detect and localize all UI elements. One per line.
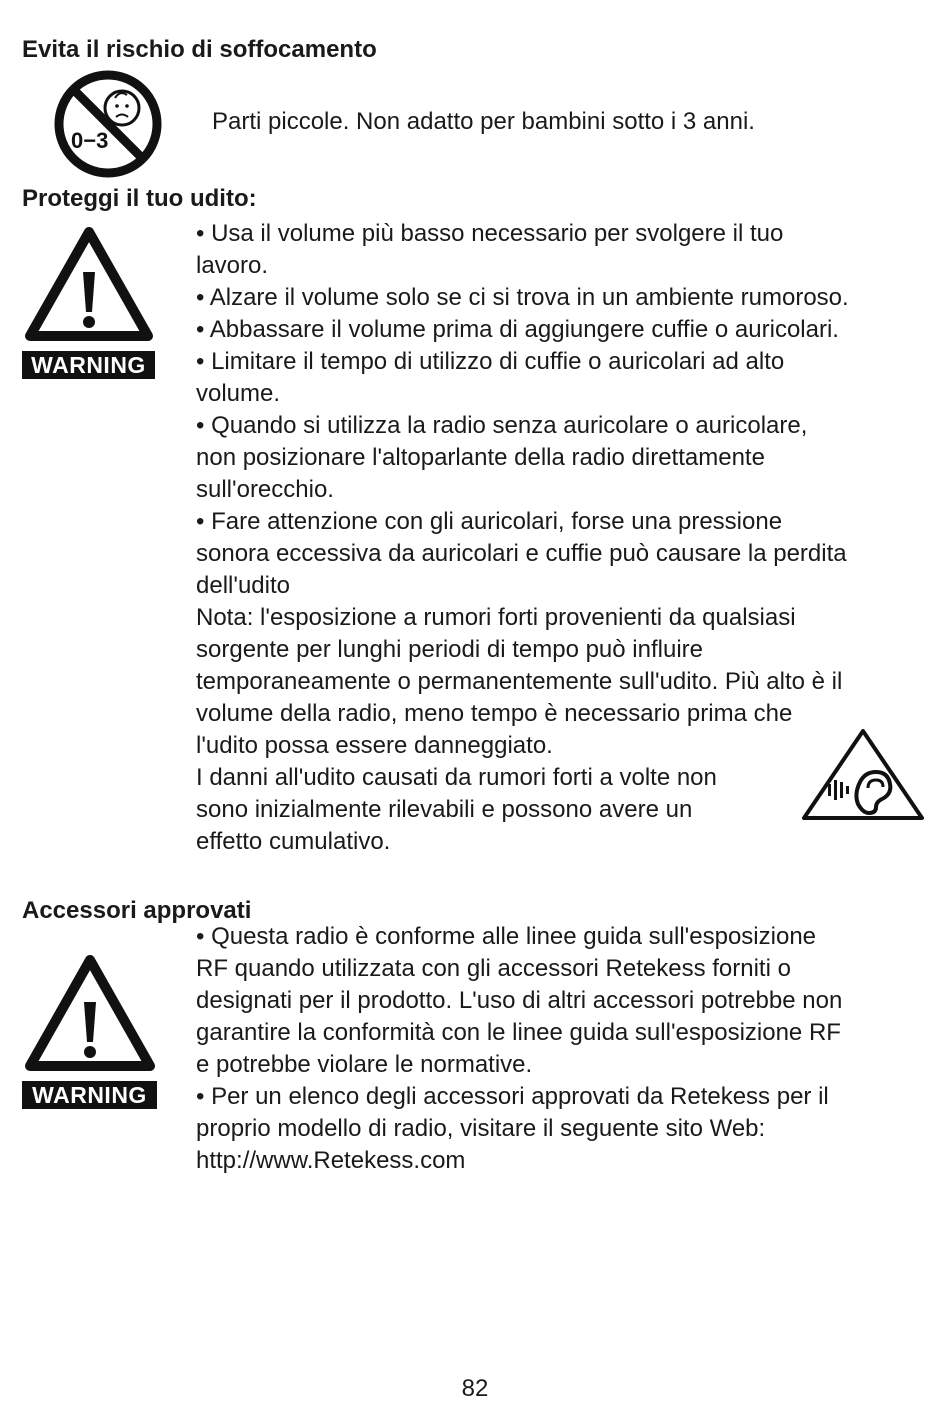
text-line: • Limitare il tempo di utilizzo di cuffie o auricolari ad alto (196, 348, 785, 375)
accessories-text (196, 921, 931, 1177)
page-number: 82 (461, 1375, 489, 1402)
text-line: sull'orecchio. (196, 476, 334, 503)
text-line: • Per un elenco degli accessori approvati da Retekess per il (196, 1083, 829, 1110)
text-line: e potrebbe violare le normative. (196, 1051, 533, 1078)
text-line: • Fare attenzione con gli auricolari, forse una pressione (196, 508, 783, 535)
text-line: designati per il prodotto. L'uso di altri accessori potrebbe non (196, 987, 843, 1014)
hearing-damage-icon (798, 726, 928, 822)
text-line: proprio modello di radio, visitare il seguente sito Web: (196, 1115, 766, 1142)
text-line: sorgente per lunghi periodi di tempo può influire (196, 636, 703, 663)
text-line: http://www.Retekess.com (196, 1147, 466, 1174)
age-label: 0−3 (71, 128, 109, 153)
accessories-heading: Accessori approvati (22, 897, 252, 924)
choking-text: Parti piccole. Non adatto per bambini sotto i 3 anni. (212, 108, 755, 135)
text-line: volume. (196, 380, 281, 407)
text-line: garantire la conformità con le linee guida sull'esposizione RF (196, 1019, 841, 1046)
text-line: • Abbassare il volume prima di aggiungere cuffie o auricolari. (196, 316, 839, 343)
warning-label: WARNING (22, 1081, 157, 1109)
text-line: sonora eccessiva da auricolari e cuffie può causare la perdita (196, 540, 847, 567)
text-line: • Alzare il volume solo se ci si trova in un ambiente rumoroso. (196, 284, 849, 311)
warning-triangle-icon (22, 952, 158, 1074)
no-children-under-3-icon (52, 68, 164, 180)
text-line: dell'udito (196, 572, 290, 599)
text-line: temporaneamente o permanentemente sull'udito. Più alto è il (196, 668, 843, 695)
text-line: • Usa il volume più basso necessario per svolgere il tuo (196, 220, 784, 247)
text-line: non posizionare l'altoparlante della radio direttamente (196, 444, 765, 471)
text-line: • Questa radio è conforme alle linee guida sull'esposizione (196, 923, 817, 950)
choking-heading: Evita il rischio di soffocamento (22, 36, 377, 63)
text-line: effetto cumulativo. (196, 828, 391, 855)
warning-label: WARNING (22, 351, 155, 379)
text-line: RF quando utilizzata con gli accessori Retekess forniti o (196, 955, 791, 982)
text-line: • Quando si utilizza la radio senza auricolare o auricolare, (196, 412, 808, 439)
text-line: lavoro. (196, 252, 269, 279)
text-line: volume della radio, meno tempo è necessario prima che (196, 700, 793, 727)
text-line: Nota: l'esposizione a rumori forti provenienti da qualsiasi (196, 604, 796, 631)
text-line: l'udito possa essere danneggiato. (196, 732, 553, 759)
text-line: sono inizialmente rilevabili e possono avere un (196, 796, 693, 823)
text-line: I danni all'udito causati da rumori forti a volte non (196, 764, 717, 791)
warning-triangle-icon (22, 224, 156, 344)
hearing-heading: Proteggi il tuo udito: (22, 185, 257, 212)
